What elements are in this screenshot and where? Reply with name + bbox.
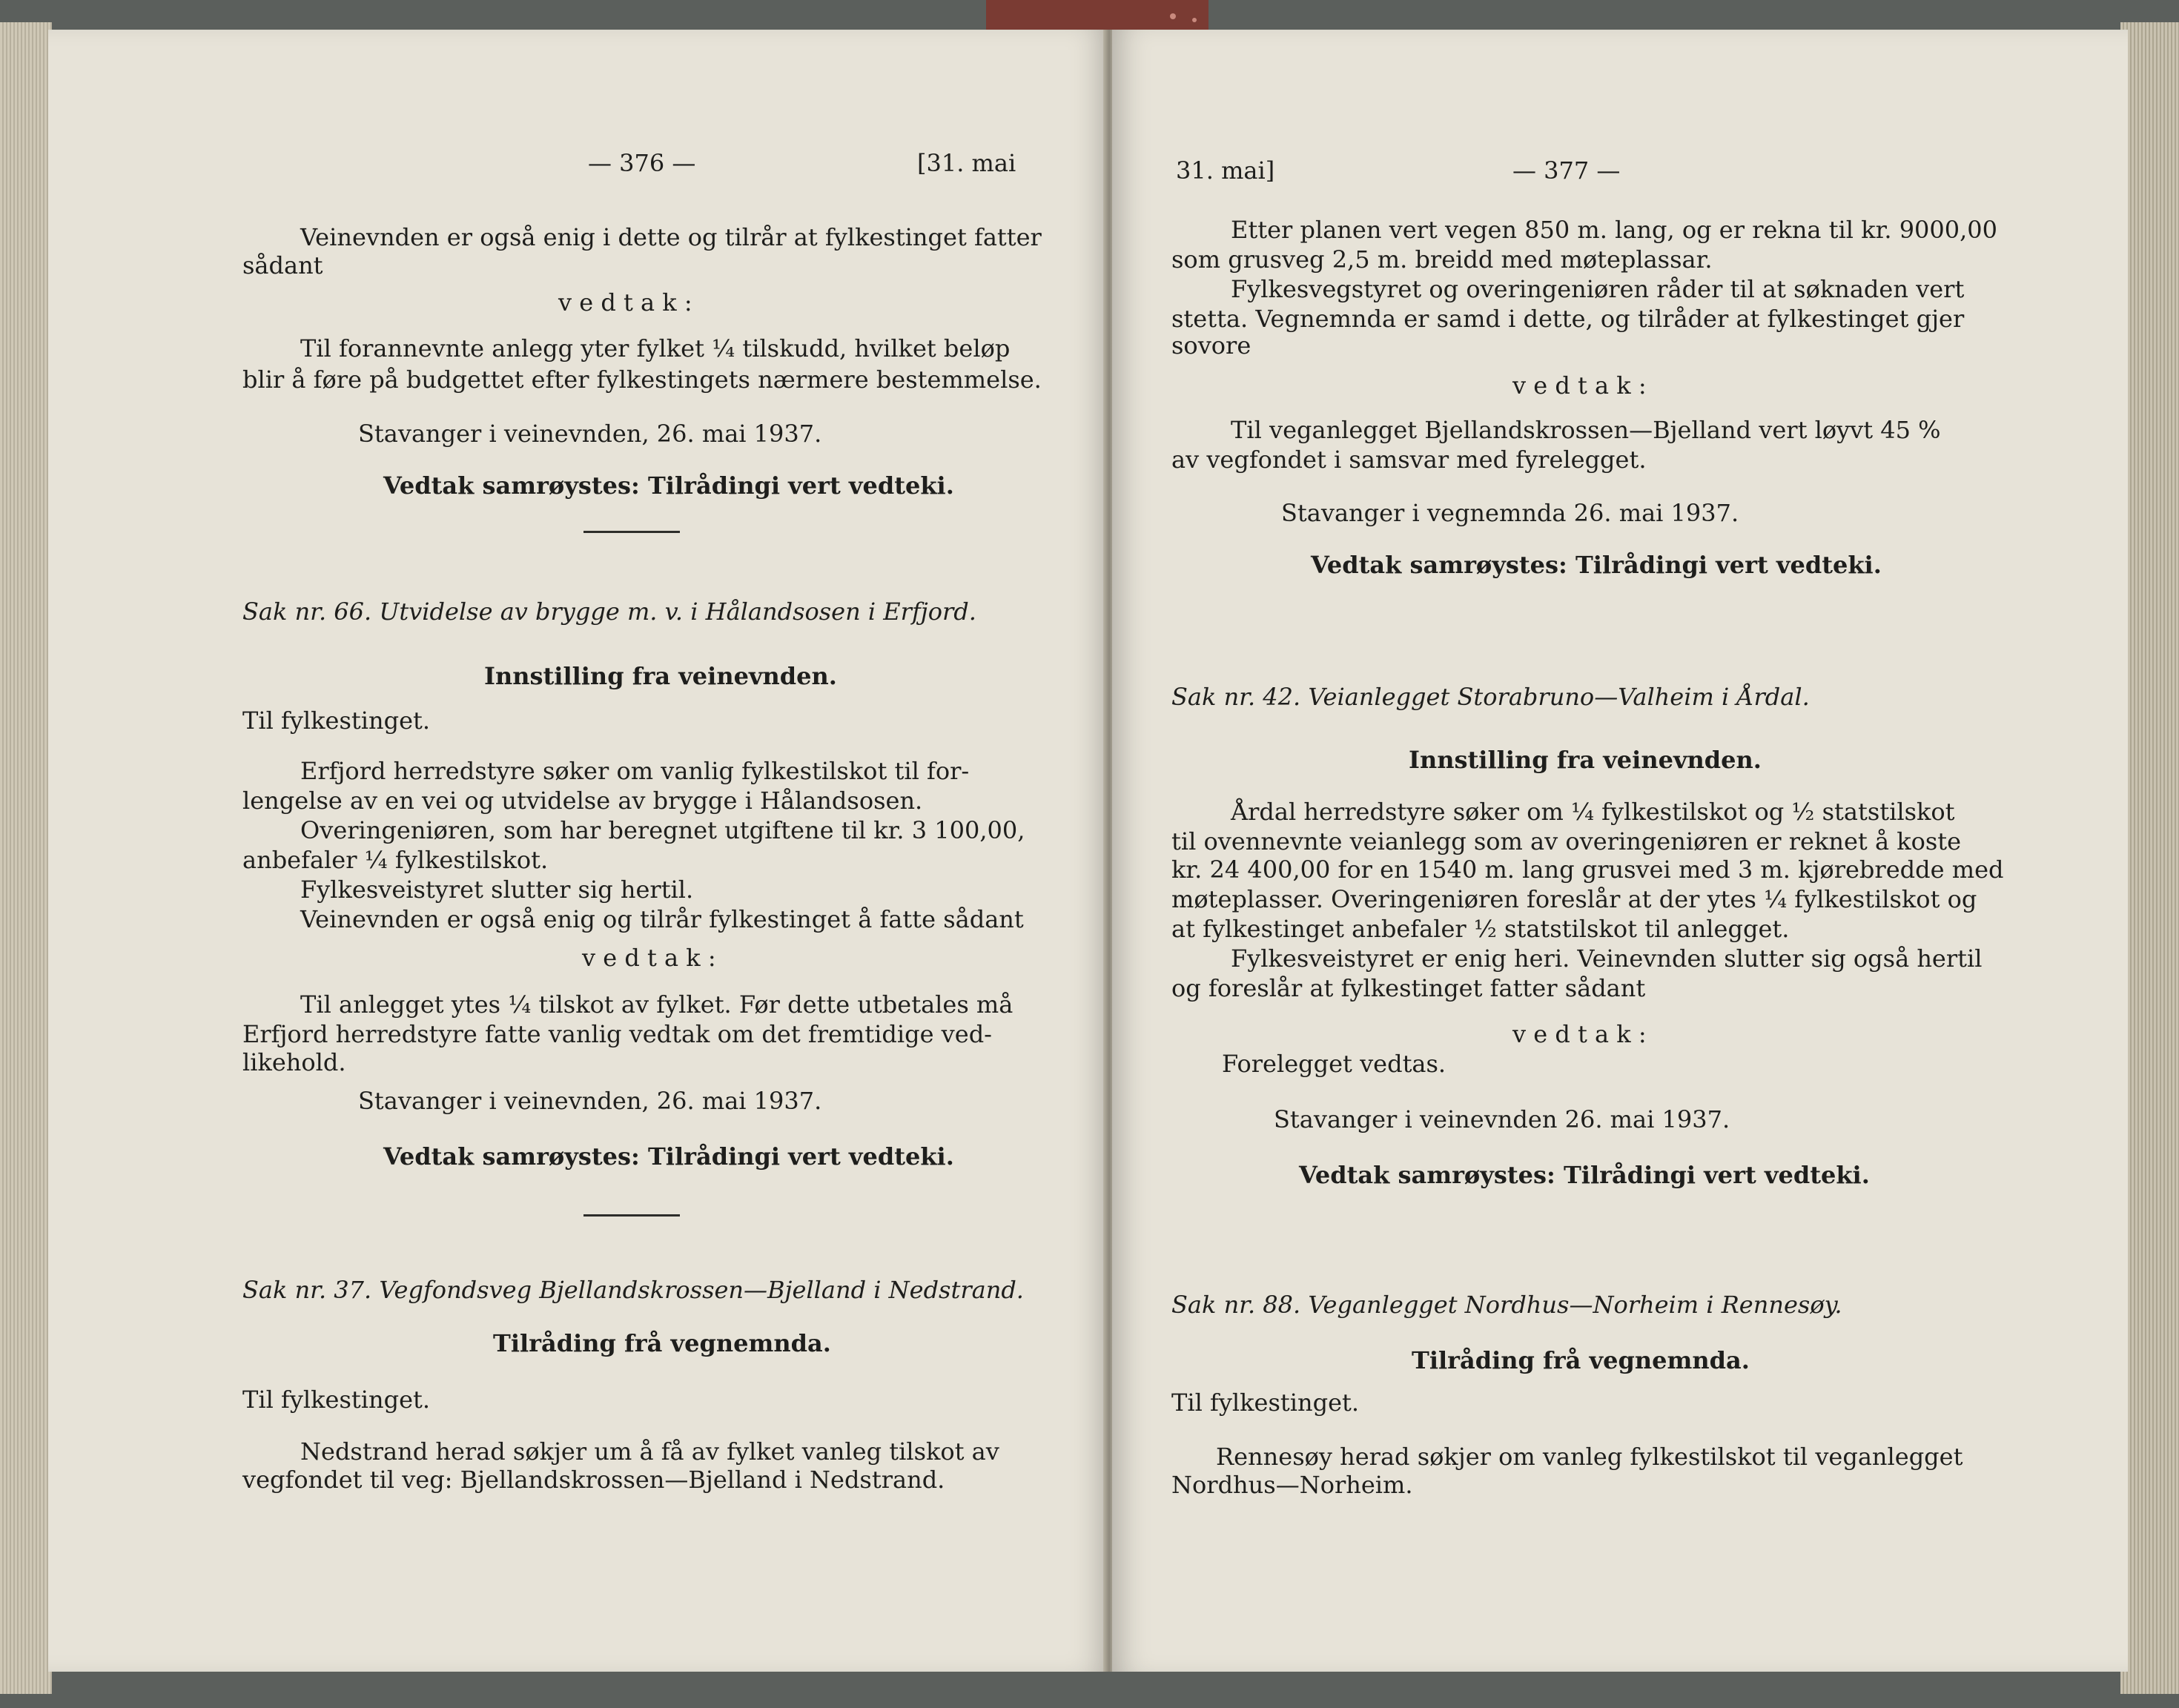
resolution-line: Vedtak samrøystes: Tilrådingi vert vedteki. [383,1142,954,1171]
text-line: til ovennevnte veianlegg som av overingeniøren er reknet å koste [1171,827,1962,855]
signature-line: Stavanger i veinevnden 26. mai 1937. [1274,1105,1730,1133]
vedtak-heading: v e d t a k : [1512,371,1647,400]
text-line: Erfjord herredstyre søker om vanlig fylkestilskot til for- [300,757,970,785]
text-line: Fylkesveistyret er enig heri. Veinevnden slutter sig også hertil [1231,944,1983,973]
section-heading: Tilråding frå vegnemnda. [1412,1346,1750,1374]
signature-line: Stavanger i veinevnden, 26. mai 1937. [358,420,822,448]
section-heading: Innstilling fra veinevnden. [484,662,837,690]
text-line: Erfjord herredstyre fatte vanlig vedtak om det fremtidige ved- [242,1020,992,1048]
resolution-line: Vedtak samrøystes: Tilrådingi vert vedteki. [383,471,954,500]
text-line: Veinevnden er også enig og tilrår fylkestinget å fatte sådant [300,905,1024,933]
vedtak-heading: v e d t a k : [558,288,692,317]
vedtak-heading: v e d t a k : [1512,1020,1647,1048]
text-line: Veinevnden er også enig i dette og tilrår at fylkestinget fatter [300,223,1042,251]
text-line: Årdal herredstyre søker om ¼ fylkestilskot og ½ statstilskot [1231,798,1955,826]
signature-line: Stavanger i veinevnden, 26. mai 1937. [358,1087,822,1115]
case-title: Sak nr. 37. Vegfondsveg Bjellandskrossen—Bjelland i Nedstrand. [242,1276,1024,1304]
text-line: Til veganlegget Bjellandskrossen—Bjelland vert løyvt 45 % [1231,416,1941,444]
text-line: av vegfondet i samsvar med fyrelegget. [1171,446,1647,474]
section-heading: Tilråding frå vegnemnda. [493,1329,831,1357]
text-line: blir å føre på budgettet efter fylkestingets nærmere bestemmelse. [242,365,1042,394]
text-line: lengelse av en vei og utvidelse av brygge i Hålandsosen. [242,787,923,815]
section-heading: Innstilling fra veinevnden. [1409,746,1762,774]
left-page [48,30,1108,1672]
resolution-line: Vedtak samrøystes: Tilrådingi vert vedteki. [1311,551,1882,579]
text-line: Til forannevnte anlegg yter fylket ¼ tilskudd, hvilket beløp [300,334,1011,363]
page-number: — 376 — [588,149,696,177]
date-header: 31. mai] [1176,156,1275,185]
separator-rule [583,531,680,533]
page-edge-left [0,22,52,1694]
signature-line: Stavanger i vegnemnda 26. mai 1937. [1281,499,1739,527]
text-line: Fylkesvegstyret og overingeniøren råder til at søknaden vert [1231,275,1965,303]
page-number: — 377 — [1512,156,1621,185]
text-line: kr. 24 400,00 for en 1540 m. lang grusvei med 3 m. kjørebredde med [1171,855,2004,884]
page-edge-right [2120,22,2179,1694]
separator-rule [583,1214,680,1217]
case-title: Sak nr. 42. Veianlegget Storabruno—Valheim i Årdal. [1171,683,1810,711]
date-header: [31. mai [917,149,1016,177]
text-line: Fylkesveistyret slutter sig hertil. [300,875,694,904]
text-line: møteplasser. Overingeniøren foreslår at der ytes ¼ fylkestilskot og [1171,885,1977,913]
resolution-line: Vedtak samrøystes: Tilrådingi vert vedteki. [1299,1161,1870,1189]
text-line: Rennesøy herad søkjer om vanleg fylkestilskot til veganlegget [1216,1443,1963,1471]
text-line: Til fylkestinget. [1171,1388,1360,1417]
text-line: Etter planen vert vegen 850 m. lang, og er rekna til kr. 9000,00 [1231,216,1998,244]
text-line: stetta. Vegnemnda er samd i dette, og tilråder at fylkestinget gjer [1171,305,1965,333]
text-line: likehold. [242,1048,346,1076]
text-line: og foreslår at fylkestinget fatter sådant [1171,974,1646,1002]
right-page [1112,30,2128,1672]
text-line: Overingeniøren, som har beregnet utgiftene til kr. 3 100,00, [300,816,1025,844]
text-line: Til fylkestinget. [242,1386,431,1414]
text-line: som grusveg 2,5 m. breidd med møteplassar. [1171,245,1713,274]
text-line: Nordhus—Norheim. [1171,1471,1413,1499]
paper-fleck [1170,13,1176,19]
text-line: sovore [1171,331,1251,360]
text-line: at fylkestinget anbefaler ½ statstilskot til anlegget. [1171,915,1790,943]
text-line: anbefaler ¼ fylkestilskot. [242,846,549,874]
text-line: vegfondet til veg: Bjellandskrossen—Bjelland i Nedstrand. [242,1466,945,1494]
text-line: sådant [242,251,323,279]
text-line: Til anlegget ytes ¼ tilskot av fylket. Før dette utbetales må [300,990,1014,1019]
text-line: Forelegget vedtas. [1222,1050,1446,1078]
text-line: Nedstrand herad søkjer um å få av fylket vanleg tilskot av [300,1437,999,1466]
case-title: Sak nr. 88. Veganlegget Nordhus—Norheim i Rennesøy. [1171,1291,1842,1319]
case-title: Sak nr. 66. Utvidelse av brygge m. v. i Hålandsosen i Erfjord. [242,598,976,626]
paper-fleck [1192,18,1197,22]
vedtak-heading: v e d t a k : [582,944,716,972]
text-line: Til fylkestinget. [242,706,431,735]
